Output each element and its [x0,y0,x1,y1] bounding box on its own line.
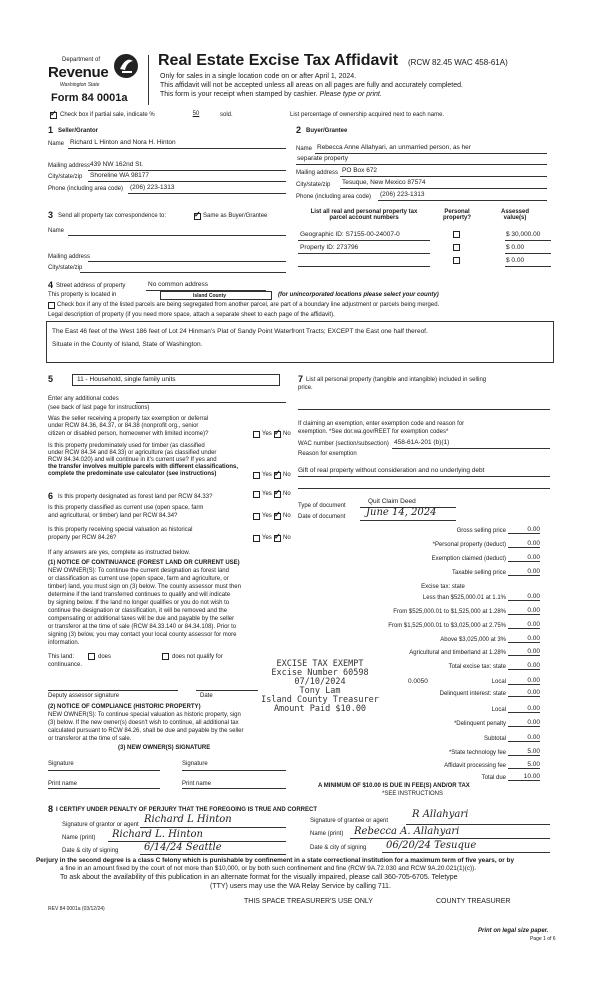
grantee-print-name[interactable]: Rebecca A. Allahyari [354,826,460,837]
deputy-date-line[interactable] [196,690,258,691]
grantee-signature[interactable]: R Allahyari [412,809,469,820]
land-use-select[interactable] [72,374,280,386]
wac-line [392,448,550,449]
tech-fee-label: *State technology fee [448,750,506,756]
perjury-notice: Perjury in the second degree is a class C felony which is punishable by confinement in a state correctional institution for a maximum term of five years, or by [36,857,515,864]
notice1-text: by signing below. If the land no longer qualifies or you do not wish to [48,600,230,606]
bracket-label: Above $3,025,000 at 3% [440,637,506,643]
bracket-label: From $1,525,000.01 to $3,025,000 at 2.75% [388,623,506,629]
correspondence-mailing-label: Mailing address [48,254,91,260]
section6-number: 6 [48,491,54,501]
seller-heading: Seller/Grantor [58,128,99,134]
yes-label: Yes [262,472,272,478]
notice2-heading: (2) NOTICE OF COMPLIANCE (HISTORIC PROPERTY) [48,704,201,710]
stamp-line: EXCISE TAX EXEMPT [276,659,364,669]
q1-text: citizen or disabled person, homeowner with limited income)? [48,431,209,437]
see-back-label: (see back of last page for instructions) [48,405,150,411]
land-use-value: 11 - Household, single family units [77,376,176,383]
excise-exempt-stamp [250,660,390,714]
header-divider [148,55,149,105]
buyer-mailing-label: Mailing address [296,170,339,176]
seller-name-line [68,148,286,149]
delinquent-state-label: Delinquent interest: state [439,691,506,697]
current-use-question: and agricultural, or timber) land per RCW 84.34? [48,513,178,519]
dept-state: Washington State [60,82,100,88]
stamp-line: Excise Number 60598 [271,668,369,678]
if-yes-note: If any answers are yes, complete as instructed below. [48,550,191,556]
accessibility-notice: To ask about the availability of this publication in an alternate format for the visually impaired, please call 360-705-6705. Teletype [60,874,458,881]
q2-yes-checkbox[interactable] [253,472,260,479]
buyer-mailing-field[interactable]: PO Box 672 [342,167,378,174]
correspondence-name-label: Name [48,228,65,234]
same-as-buyer-label: Same as Buyer/Grantee [203,213,268,219]
notice1-text: information. [48,640,80,646]
seller-phone-field[interactable]: (206) 223-1313 [130,184,175,191]
assessed-line [505,266,551,267]
owner-print-line[interactable] [48,788,160,789]
legal-line-2: Situate in the County of Island, State of Washington. [52,341,203,348]
q2-text: under RCW 84.34 and 84.33) or agriculture (as classified under [48,450,217,456]
owner-signature-line[interactable] [48,770,160,771]
deputy-signature-line[interactable] [48,690,178,691]
see-instructions-note: *SEE INSTRUCTIONS [382,791,444,797]
buyer-phone-line [378,200,547,201]
correspondence-name-line[interactable] [68,235,286,236]
notice1-text: signing (3) below, you may contact your local county assessor for more [48,632,237,638]
correspondence-city-line[interactable] [80,272,286,273]
seller-mailing-line [88,170,286,171]
grantor-print-name[interactable]: Richard L. Hinton [112,829,203,840]
tax-row-value[interactable]: 0.00 [508,526,540,534]
dept-name: Revenue [48,64,109,81]
bracket-label: Agricultural and timberland at 1.28% [409,650,506,656]
personal-property-checkbox[interactable] [453,244,460,251]
assessed-line [505,240,551,241]
stamp-line: 07/10/2024 [294,677,346,687]
notice1-text: determine if the land transferred continues to qualify and will indicate [48,592,231,598]
yes-label: Yes [262,431,272,437]
bracket-label: From $525,000.01 to $1,525,000 at 1.28% [393,609,506,615]
q1-yes-checkbox[interactable] [253,431,260,438]
delinquent-state-value[interactable]: 0.00 [508,689,540,697]
seller-mailing-field[interactable]: 439 NW 162nd St. [90,161,144,168]
stamp-line: Island County Treasurer [261,695,379,705]
legal-line-1: The East 46 feet of the West 186 feet of Lot 24 Hinman's Plat of Sandy Point Waterfront Tracts; EXCEPT the East one half thereof. [52,328,428,335]
notice1-text: or transferor at the time of sale (RCW 84.33.140 or 84.34.108). Prior to [48,624,237,630]
tax-row-label: Gross selling price [456,528,506,534]
grantee-print-line [350,838,550,839]
buyer-phone-field[interactable]: (206) 223-1313 [380,191,425,198]
bracket-value[interactable]: 0.00 [508,648,540,656]
local-label: Local [491,679,506,685]
wac-label: WAC number (section/subsection) [298,441,389,447]
perjury-notice: a fine in an amount fixed by the court of not more than $10,000, or by both such confinement and fine (RCW 9A.72.030 and RCW 9A.20.021(1)(c)). [60,865,476,872]
continuance-label: continuance. [48,662,83,668]
same-as-buyer-checkbox[interactable] [194,213,201,220]
ownership-note: List percentage of ownership acquired next to each name. [290,112,445,118]
partial-sale-label: Check box if partial sale, indicate % [60,112,155,118]
bracket-value[interactable]: 0.00 [508,593,540,601]
total-excise-state-value[interactable]: 0.00 [508,662,540,670]
section1-number: 1 [48,125,54,135]
add-codes-label: Enter any additional codes [48,396,119,402]
no-label: No [283,431,291,437]
print-name-label: Print name [182,781,212,787]
minimum-due-note: A MINIMUM OF $10.00 IS DUE IN FEE(S) AND/OR TAX [318,783,470,789]
delinquent-penalty-label: *Delinquent penalty [453,721,506,727]
total-due-value[interactable]: 10.00 [508,773,540,781]
exemption-text: If claiming an exemption, enter exemption code and reason for [298,421,465,427]
q2-text: complete the predominate use calculator (see instructions) [48,471,217,477]
notice3-heading: (3) NEW OWNER(S) SIGNATURE [118,745,211,751]
reason-line [298,488,550,489]
revision-label: REV 84 0001a (03/12/24) [48,906,105,912]
subtitle-3: This form is your receipt when stamped by cashier. Please type or print. [160,91,382,98]
buyer-name-field[interactable]: Rebecca Anne Allahyari, an unmarried person, as her [317,144,471,151]
dor-logo-icon [112,52,140,80]
doc-date-label: Date of document [298,514,346,520]
delinquent-penalty-value[interactable]: 0.00 [508,719,540,727]
section3-number: 3 [48,210,54,220]
q2-text: Is this property predominately used for timber (as classified [48,443,205,449]
section7-label: price. [298,385,313,391]
grantee-date-label: Date & city of signing [310,845,367,851]
grantee-print-label: Name (print) [310,831,344,837]
notice1-text: compensating or additional taxes will be due and payable by the seller [48,616,235,622]
forest-yes-checkbox[interactable] [253,491,260,498]
no-label: No [283,535,291,541]
bracket-label: Less than $525,000.01 at 1.1% [422,595,506,601]
buyer-city-field[interactable]: Tesuque, New Mexico 87574 [342,179,426,186]
seller-city-label: City/state/zip [48,174,83,180]
notice1-text: NEW OWNER(S): To continue the current designation as forest land [48,568,229,574]
grantee-date-line [382,852,550,853]
parcel-line [298,240,430,241]
buyer-name-field-2[interactable]: separate property [297,155,348,162]
assessed-value[interactable]: $ 30,000.00 [506,231,541,238]
section7-label: List all personal property (tangible and intangible) included in selling [306,377,487,383]
certify-statement: I CERTIFY UNDER PENALTY OF PERJURY THAT THE FOREGOING IS TRUE AND CORRECT [56,807,318,813]
subtotal-value[interactable]: 0.00 [508,734,540,742]
notice2-text: calculated pursuant to RCW 84.26, shall be due and payable by the seller [48,728,244,734]
historic-yes-checkbox[interactable] [253,535,260,542]
excise-state-label: Excise tax: state [421,584,465,590]
deputy-date-label: Date [200,693,213,699]
tax-row-value[interactable]: 0.00 [508,540,540,548]
parcel-id[interactable]: Geographic ID: S7155-00-24007-0 [300,231,400,238]
personal-header: Personal property? [442,209,471,221]
street-field[interactable]: No common address [148,281,208,288]
grantor-date-line [140,854,286,855]
section2-number: 2 [296,125,302,135]
form-title: Real Estate Excise Tax Affidavit [158,52,399,69]
deputy-signature-label: Deputy assessor signature [48,693,120,699]
section8-number: 8 [48,804,54,814]
yes-label: Yes [262,513,272,519]
grantor-signature-label: Signature of grantor or agent [62,822,139,828]
total-excise-state-label: Total excise tax: state [448,664,506,670]
notice1-text: or classification as current use (open space, farm and agriculture, or [48,576,229,582]
legal-description-box[interactable] [46,321,554,363]
located-note: (for unincorporated locations please select your county) [278,292,439,298]
section7-number: 7 [298,374,304,384]
reason-label: Reason for exemption [298,451,357,457]
seller-city-field[interactable]: Shoreline WA 98177 [90,172,150,179]
this-land-label: This land: [48,654,75,660]
personal-property-line[interactable] [298,409,550,410]
segregated-label: Check box if any of the listed parcels are being segregated from another parcel, are part of a boundary line adjustment or parcels being merged. [57,302,440,308]
does-not-label: does not qualify for [172,654,223,660]
grantor-signature-line [140,827,286,828]
grantee-date-city[interactable]: 06/20/24 Tesuque [386,840,477,851]
parcel-id[interactable]: Property ID: 273796 [300,244,359,251]
owner-print-line[interactable] [182,788,286,789]
owner-signature-line[interactable] [182,770,286,771]
bracket-value[interactable]: 0.00 [508,635,540,643]
historic-no-checkbox[interactable] [274,535,281,542]
county-treasurer-label: COUNTY TREASURER [436,898,511,905]
does-label: does [98,654,112,660]
tax-row-value[interactable]: 0.00 [508,554,540,562]
seller-mailing-label: Mailing address [48,163,91,169]
doc-type-label: Type of document [298,503,346,509]
wac-field[interactable]: 458-61A-201 (b)(1) [394,439,450,446]
add-codes-line[interactable] [136,402,286,403]
buyer-city-label: City/state/zip [296,182,331,188]
no-label: No [283,491,291,497]
print-name-label: Print name [48,781,78,787]
doc-type-field[interactable]: Quit Claim Deed [368,498,416,505]
grantee-signature-line [406,824,550,825]
tax-row-label: *Personal property (deduct) [432,542,506,548]
section5-number: 5 [48,374,54,384]
personal-property-checkbox[interactable] [453,231,460,238]
does-not-checkbox[interactable] [162,653,169,660]
accessibility-notice: (TTY) users may use the WA Relay Service by calling 711. [210,883,391,890]
stamp-line: Tony Lam [299,686,341,696]
segregated-checkbox[interactable] [48,302,55,309]
grantor-date-label: Date & city of signing [62,848,119,854]
seller-name-field[interactable]: Richard L Hinton and Nora H. Hinton [70,139,176,146]
tech-fee-value[interactable]: 5.00 [508,748,540,756]
yes-label: Yes [262,535,272,541]
current-use-question: Is this property classified as current use (open space, farm [48,505,204,511]
q1-text: under RCW 84.36, 84.37, or 84.38 (nonprofit org., senior [48,423,199,429]
assessed-value[interactable]: $ 0.00 [506,257,525,264]
parcel-line [298,266,430,267]
grantor-date-city[interactable]: 6/14/24 Seattle [144,842,222,853]
buyer-name-label: Name [296,146,313,152]
total-due-label: Total due [481,775,506,781]
section4-number: 4 [48,280,54,290]
tax-row-value[interactable]: 0.00 [508,568,540,576]
legal-label: Legal description of property (if you need more space, attach a separate sheet to each page of the affidavit). [48,312,335,318]
yes-label: Yes [262,491,272,497]
assessed-value[interactable]: $ 0.00 [506,244,525,251]
partial-sale-percent[interactable]: 50 [192,111,200,117]
q2-text: RCW 84.34.020) and will continue in it's current use? If yes and [48,457,217,463]
seller-city-line [88,181,286,182]
no-label: No [283,472,291,478]
historic-question: Is this property receiving special valuation as historical [48,527,193,533]
subtotal-label: Subtotal [483,736,506,742]
page-number: Page 1 of 6 [530,936,556,942]
affidavit-fee-label: Affidavit processing fee [444,763,506,769]
personal-property-checkbox[interactable] [453,257,460,264]
buyer-mailing-line [340,176,547,177]
correspondence-mailing-line[interactable] [88,261,286,262]
bracket-value[interactable]: 0.00 [508,621,540,629]
correspondence-city-label: City/state/zip [48,265,83,271]
notice2-text: or transferor at the time of sale. [48,736,132,742]
located-label: This property is located in [48,292,117,298]
buyer-name-line [315,153,547,154]
q1-no-checkbox[interactable] [274,431,281,438]
dept-line1: Department of [62,57,101,63]
historic-question: property per RCW 84.26? [48,535,117,541]
current-use-yes-checkbox[interactable] [253,513,260,520]
current-use-no-checkbox[interactable] [274,513,281,520]
local2-label: Local [491,707,506,713]
parcel-line [298,253,430,254]
grantee-signature-label: Signature of grantee or agent [310,818,389,824]
does-checkbox[interactable] [88,653,95,660]
local-value[interactable]: 0.00 [508,677,540,685]
bracket-value[interactable]: 0.00 [508,607,540,615]
q2-text: the transfer involves multiple parcels with different classifications, [48,464,239,470]
reason-line [298,476,550,477]
notice2-text: (3) below. If the new owner(s) doesn't wish to continue, all additional tax [48,720,239,726]
q1-text: Was the seller receiving a property tax exemption or deferral [48,416,209,422]
stamp-line: Amount Paid $10.00 [273,704,367,714]
local-rate: 0.0050 [408,678,428,685]
buyer-heading: Buyer/Grantee [306,128,348,134]
doc-date-line [360,520,456,521]
assessed-line [505,253,551,254]
affidavit-fee-value[interactable]: 5.00 [508,761,540,769]
form-number: Form 84 0001a [51,92,128,104]
partial-sale-sold: sold. [220,112,233,118]
tax-row-label: Exemption claimed (deduct) [431,556,506,562]
treasurer-use-label: THIS SPACE TREASURER'S USE ONLY [244,898,373,905]
buyer-phone-label: Phone (including area code) [296,194,372,200]
q2-no-checkbox[interactable] [274,472,281,479]
signature-label: Signature [182,761,208,767]
no-label: No [283,513,291,519]
assessed-header: Assessed value(s) [500,209,530,221]
partial-sale-checkbox[interactable] [50,112,57,119]
legal-size-note: Print on legal size paper. [478,928,549,934]
subtitle-2: This affidavit will not be accepted unless all areas on all pages are fully and accurately completed. [160,82,463,89]
buyer-city-line [340,188,547,189]
county-value: Island County [193,293,227,299]
forest-no-checkbox[interactable] [274,491,281,498]
signature-label: Signature [48,761,74,767]
seller-phone-label: Phone (including area code) [48,186,124,192]
buyer-name-line-2 [296,164,547,165]
seller-phone-line [128,193,286,194]
reason-field[interactable]: Gift of real property without consideration and no underlying debt [298,467,485,474]
exemption-text: exemption. *See dor.wa.gov/REET for exemption codes* [298,429,449,435]
notice1-heading: (1) NOTICE OF CONTINUANCE (FOREST LAND OR CURRENT USE) [48,560,240,566]
subtitle-1: Only for sales in a single location code on or after April 1, 2024. [160,73,357,80]
section3-label: Send all property tax correspondence to: [58,213,167,219]
tax-row-label: Taxable selling price [451,570,506,576]
street-label: Street address of property [56,283,126,289]
grantor-signature[interactable]: Richard L Hinton [144,814,232,825]
seller-name-label: Name [48,141,65,147]
notice1-text: continue the designation or classification, it will be removed and the [48,608,228,614]
doc-date-field[interactable]: June 14, 2024 [366,507,437,518]
notice2-text: NEW OWNER(S): To continue special valuation as historic property, sign [48,712,241,718]
forest-question: Is this property designated as forest land per RCW 84.33? [58,494,213,500]
notice1-text: timber) land, you must sign on (3) below. The county assessor must then [48,584,241,590]
county-select[interactable] [160,291,272,300]
grantor-print-label: Name (print) [62,835,96,841]
local2-value[interactable]: 0.00 [508,705,540,713]
form-citation: (RCW 82.45 WAC 458-61A) [408,58,508,67]
parcel-header: List all real and personal property tax parcel account numbers [310,209,418,221]
